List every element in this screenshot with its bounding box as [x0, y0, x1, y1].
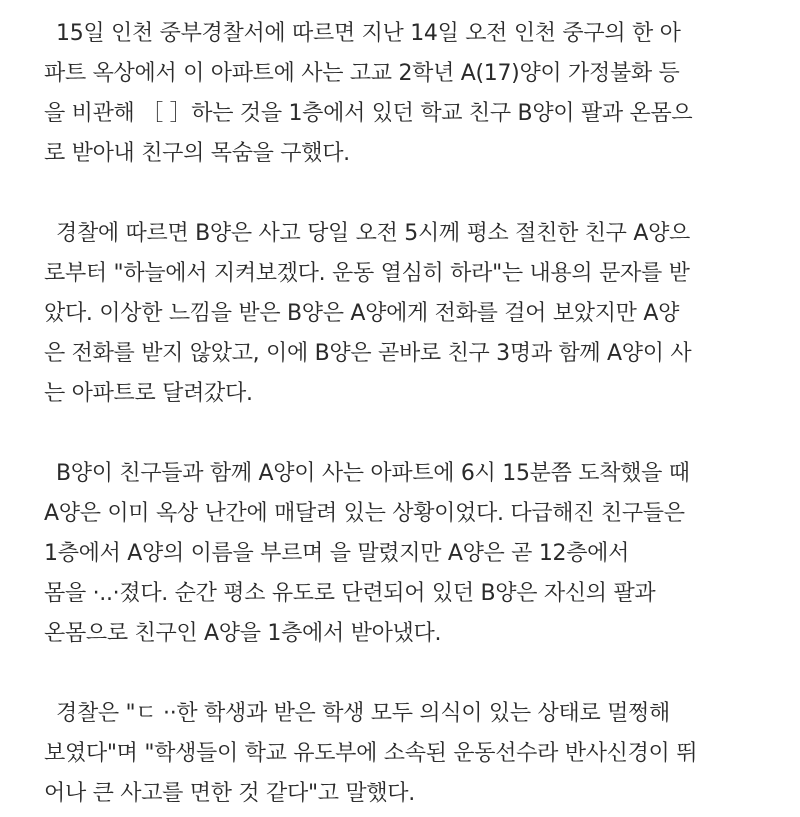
text-line: 경찰에 따르면 B양은 사고 당일 오전 5시께 평소 절친한 친구 A양으 — [56, 221, 690, 246]
text-line: 은 전화를 받지 않았고, 이에 B양은 곧바로 친구 3명과 함께 A양이 사 — [44, 341, 692, 366]
text-line: 온몸으로 친구인 A양을 1층에서 받아냈다. — [44, 621, 442, 646]
text-line: A양은 이미 옥상 난간에 매달려 있는 상황이었다. 다급해진 친구들은 — [44, 501, 685, 526]
text-line: 았다. 이상한 느낌을 받은 B양은 A양에게 전화를 걸어 보았지만 A양 — [44, 301, 680, 326]
text-line: 몸을 ·..·졌다. 순간 평소 유도로 단련되어 있던 B양은 자신의 팔과 — [44, 581, 656, 606]
text-line: 보였다"며 "학생들이 학교 유도부에 소속된 운동선수라 반사신경이 뛰 — [44, 741, 698, 766]
paragraph-spacer — [44, 654, 784, 694]
text-line: 는 아파트로 달려갔다. — [44, 381, 253, 406]
text-line: 어나 큰 사고를 면한 것 같다"고 말했다. — [44, 781, 415, 806]
paragraph-spacer — [44, 174, 784, 214]
text-line: 경찰은 "ㄷ ··한 학생과 받은 학생 모두 의식이 있는 상태로 멀쩡해 — [56, 701, 670, 726]
paragraph-2 — [44, 214, 784, 414]
text-line: 파트 옥상에서 이 아파트에 사는 고교 2학년 A(17)양이 가정불화 등 — [44, 61, 680, 86]
text-line: B양이 친구들과 함께 A양이 사는 아파트에 6시 15분쯤 도착했을 때 — [56, 461, 690, 486]
text-line: 로부터 "하늘에서 지켜보겠다. 운동 열심히 하라"는 내용의 문자를 받 — [44, 261, 690, 286]
paragraph-4 — [44, 694, 784, 814]
text-line: 을 비관해 ［ ］하는 것을 1층에서 있던 학교 친구 B양이 팔과 온몸으 — [44, 101, 693, 126]
text-line: 1층에서 A양의 이름을 부르며 을 말렸지만 A양은 곧 12층에서 — [44, 541, 630, 566]
paragraph-1 — [44, 14, 784, 174]
paragraph-3 — [44, 454, 784, 654]
text-line: 15일 인천 중부경찰서에 따르면 지난 14일 오전 인천 중구의 한 아 — [56, 21, 681, 46]
text-line: 로 받아내 친구의 목숨을 구했다. — [44, 141, 350, 166]
article-body — [44, 14, 784, 814]
paragraph-spacer — [44, 414, 784, 454]
